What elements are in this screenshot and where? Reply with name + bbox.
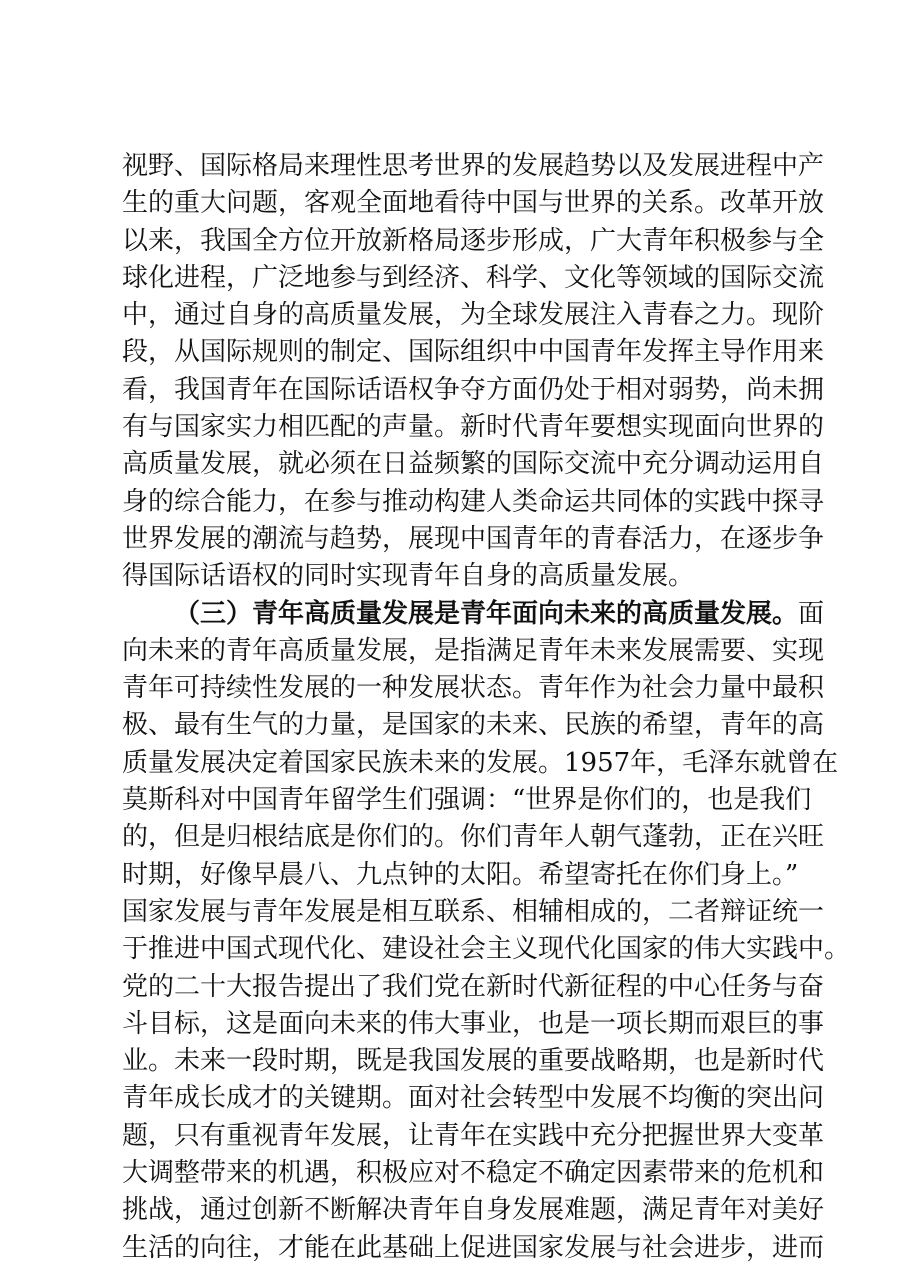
text-line: 向未来的青年高质量发展，是指满足青年未来发展需要、实现 — [122, 635, 825, 666]
heading-line-tail: 面 — [798, 598, 825, 629]
text-line: 有与国家实力相匹配的声量。新时代青年要想实现面向世界的 — [122, 412, 825, 443]
section-heading: （三）青年高质量发展是青年面向未来的高质量发展。 — [174, 598, 799, 629]
text-line: 视野、国际格局来理性思考世界的发展趋势以及发展进程中产 — [122, 151, 825, 181]
text-line: 极、最有生气的力量，是国家的未来、民族的希望，青年的高 — [122, 710, 825, 741]
text-line: 得国际话语权的同时实现青年自身的高质量发展。 — [122, 561, 695, 592]
text-line: 青年可持续性发展的一种发展状态。青年作为社会力量中最积 — [122, 673, 825, 704]
text-line: 题，只有重视青年发展，让青年在实践中充分把握世界大变革 — [122, 1120, 825, 1151]
text-line: 斗目标，这是面向未来的伟大事业，也是一项长期而艰巨的事 — [122, 1008, 825, 1039]
paragraph-1 — [122, 148, 825, 596]
text-line: 青年成长成才的关键期。面对社会转型中发展不均衡的突出问 — [122, 1083, 825, 1114]
text-line: 以来，我国全方位开放新格局逐步形成，广大青年积极参与全 — [122, 225, 825, 256]
text-line: 段，从国际规则的制定、国际组织中中国青年发挥主导作用来 — [122, 337, 825, 368]
text-line: 的，但是归根结底是你们的。你们青年人朝气蓬勃，正在兴旺 — [122, 822, 825, 853]
text-line: 球化进程，广泛地参与到经济、科学、文化等领域的国际交流 — [122, 262, 825, 293]
text-line: 高质量发展，就必须在日益频繁的国际交流中充分调动运用自 — [122, 449, 825, 480]
body-text — [122, 148, 851, 1267]
text-line: 党的二十大报告提出了我们党在新时代新征程的中心任务与奋 — [122, 971, 825, 1002]
paragraph-2 — [122, 596, 851, 1267]
text-line: 生活的向往，才能在此基础上促进国家发展与社会进步，进而 — [122, 1232, 825, 1263]
text-line: 身的综合能力，在参与推动构建人类命运共同体的实践中探寻 — [122, 486, 825, 517]
text-line: 时期，好像早晨八、九点钟的太阳。希望寄托在你们身上。” — [122, 859, 799, 890]
text-line: 于推进中国式现代化、建设社会主义现代化国家的伟大实践中。 — [122, 934, 851, 965]
text-line: 国家发展与青年发展是相互联系、相辅相成的，二者辩证统一 — [122, 896, 825, 927]
section-heading-line — [122, 596, 825, 633]
text-line: 看，我国青年在国际话语权争夺方面仍处于相对弱势，尚未拥 — [122, 374, 825, 405]
text-line: 挑战，通过创新不断解决青年自身发展难题，满足青年对美好 — [122, 1195, 825, 1226]
text-line: 质量发展决定着国家民族未来的发展。1957年，毛泽东就曾在 — [122, 747, 839, 778]
text-line: 生的重大问题，客观全面地看待中国与世界的关系。改革开放 — [122, 188, 825, 219]
text-line: 大调整带来的机遇，积极应对不稳定不确定因素带来的危机和 — [122, 1158, 825, 1189]
text-line: 中，通过自身的高质量发展，为全球发展注入青春之力。现阶 — [122, 300, 825, 331]
text-line: 莫斯科对中国青年留学生们强调：“世界是你们的，也是我们 — [122, 785, 812, 816]
text-line: 业。未来一段时期，既是我国发展的重要战略期，也是新时代 — [122, 1046, 825, 1077]
text-line: 世界发展的潮流与趋势，展现中国青年的青春活力，在逐步争 — [122, 523, 825, 554]
